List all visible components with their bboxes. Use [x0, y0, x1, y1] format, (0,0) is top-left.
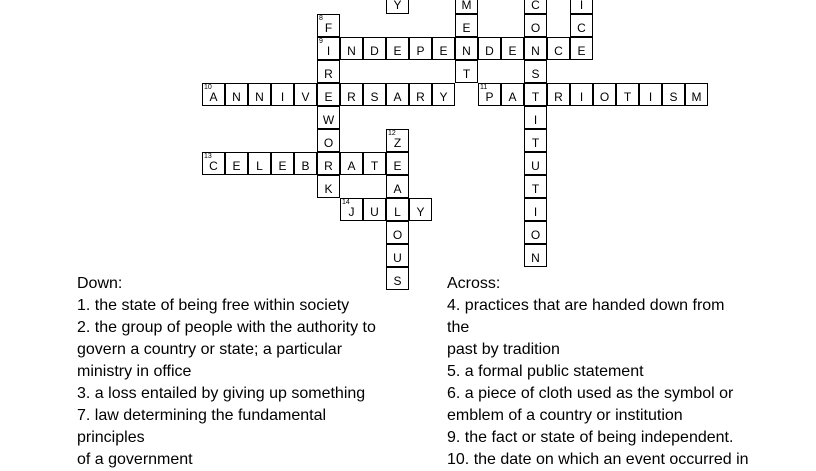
grid-cell [202, 83, 225, 106]
grid-cell [432, 37, 455, 60]
cell-letter: I [326, 44, 331, 58]
across-clues [447, 273, 812, 471]
grid-cell [386, 37, 409, 60]
cell-letter: O [392, 228, 403, 242]
grid-cell [386, 152, 409, 175]
cell-letter: T [462, 67, 471, 81]
grid-cell [524, 152, 547, 175]
cell-letter: T [531, 90, 540, 104]
grid-cell [455, 60, 478, 83]
cell-letter: T [623, 90, 632, 104]
grid-cell [317, 83, 340, 106]
grid-cell [501, 83, 524, 106]
clue-line: 9. the fact or state of being independent. [447, 429, 734, 446]
cell-letter: O [530, 21, 541, 35]
grid-cell [317, 14, 340, 37]
cell-letter: C [577, 21, 586, 35]
grid-cell [455, 37, 478, 60]
cell-letter: W [322, 113, 335, 127]
grid-cell [524, 129, 547, 152]
grid-cell [524, 60, 547, 83]
grid-cell [570, 37, 593, 60]
clue-line: 7. law determining the fundamental [77, 407, 327, 424]
cell-letter: L [394, 205, 401, 219]
grid-cell [547, 37, 570, 60]
cell-letter: R [416, 90, 425, 104]
grid-cell [662, 83, 685, 106]
cell-letter: U [370, 205, 379, 219]
cell-letter: T [370, 159, 379, 173]
grid-cell [524, 0, 547, 14]
grid-cell [363, 198, 386, 221]
grid-cell [570, 0, 593, 14]
grid-cell [524, 37, 547, 60]
cell-letter: I [648, 90, 653, 104]
grid-cell [317, 60, 340, 83]
cell-letter: R [347, 90, 356, 104]
cell-letter: U [531, 159, 540, 173]
cell-letter: I [280, 90, 285, 104]
cell-letter: C [554, 44, 563, 58]
grid-cell [317, 37, 340, 60]
cell-letter: K [324, 182, 333, 196]
cell-letter: T [531, 182, 540, 196]
across-heading: Across: [447, 275, 501, 292]
cell-letter: M [691, 90, 702, 104]
cell-letter: E [393, 44, 402, 58]
cell-letter: R [554, 90, 563, 104]
cell-letter: I [579, 90, 584, 104]
grid-cell [386, 129, 409, 152]
cell-letter: E [439, 44, 448, 58]
clue-line: 5. a formal public statement [447, 363, 644, 380]
clue-line: ministry in office [77, 363, 192, 380]
cell-letter: S [370, 90, 379, 104]
cell-letter: F [324, 21, 333, 35]
cell-letter: A [393, 182, 402, 196]
cell-letter: O [530, 228, 541, 242]
clue-line: of a government [77, 451, 193, 468]
cell-letter: N [255, 90, 264, 104]
clue-line: 4. practices that are handed down from [447, 297, 725, 314]
grid-cell [524, 198, 547, 221]
cell-letter: C [209, 159, 218, 173]
cell-letter: P [485, 90, 494, 104]
grid-cell [271, 83, 294, 106]
cell-letter: A [508, 90, 517, 104]
cell-letter: U [393, 251, 402, 265]
cell-letter: E [393, 159, 402, 173]
cell-letter: N [531, 44, 540, 58]
grid-cell [547, 83, 570, 106]
grid-cell [340, 83, 363, 106]
grid-cell [455, 14, 478, 37]
grid-cell [501, 37, 524, 60]
cell-letter: R [324, 159, 333, 173]
cell-letter: J [348, 205, 355, 219]
grid-cell [432, 83, 455, 106]
clue-line: principles [77, 429, 145, 446]
cell-number: 11 [480, 84, 488, 91]
clue-line: the [447, 319, 470, 336]
grid-cell [340, 198, 363, 221]
cell-letter: T [531, 136, 540, 150]
grid-cell [340, 37, 363, 60]
cell-letter: N [462, 44, 471, 58]
grid-cell [593, 83, 616, 106]
grid-cell [478, 83, 501, 106]
cell-letter: O [323, 136, 334, 150]
clue-line: past by tradition [447, 341, 560, 358]
cell-letter: E [577, 44, 586, 58]
grid-cell [225, 152, 248, 175]
cell-letter: Y [416, 205, 425, 219]
cell-number: 13 [204, 153, 212, 160]
cell-letter: Z [393, 136, 402, 150]
cell-letter: S [669, 90, 678, 104]
grid-cell [340, 152, 363, 175]
grid-cell [524, 175, 547, 198]
grid-cell [409, 37, 432, 60]
cell-letter: L [256, 159, 263, 173]
cell-letter: N [232, 90, 241, 104]
grid-cell [455, 0, 478, 14]
grid-cell [248, 83, 271, 106]
grid-cell [225, 83, 248, 106]
grid-cell [386, 221, 409, 244]
cell-number: 12 [388, 130, 396, 137]
grid-cell [363, 152, 386, 175]
grid-cell [524, 83, 547, 106]
down-clues [77, 273, 437, 471]
grid-cell [685, 83, 708, 106]
down-heading: Down: [77, 275, 123, 292]
grid-cell [271, 152, 294, 175]
grid-cell [363, 83, 386, 106]
cell-letter: O [599, 90, 610, 104]
cell-letter: E [508, 44, 517, 58]
grid-cell [317, 129, 340, 152]
grid-cell [409, 198, 432, 221]
cell-letter: S [531, 67, 540, 81]
cell-number: 9 [319, 38, 323, 45]
grid-cell [317, 175, 340, 198]
clue-line: emblem of a country or institution [447, 407, 683, 424]
grid-cell [248, 152, 271, 175]
cell-letter: Y [439, 90, 448, 104]
cell-number: 14 [342, 199, 350, 206]
clue-line: 2. the group of people with the authority to [77, 319, 376, 336]
grid-cell [386, 83, 409, 106]
cell-letter: E [232, 159, 241, 173]
cell-letter: E [462, 21, 471, 35]
grid-cell [639, 83, 662, 106]
cell-letter: R [324, 67, 333, 81]
grid-cell [386, 0, 409, 14]
grid-cell [317, 152, 340, 175]
cell-letter: A [347, 159, 356, 173]
grid-cell [294, 152, 317, 175]
grid-cell [386, 175, 409, 198]
cell-letter: I [533, 113, 538, 127]
grid-cell [294, 83, 317, 106]
cell-letter: P [416, 44, 425, 58]
grid-cell [616, 83, 639, 106]
clue-line: 3. a loss entailed by giving up something [77, 385, 366, 402]
grid-cell [409, 83, 432, 106]
clue-line: 1. the state of being free within society [77, 297, 350, 314]
cell-number: 8 [319, 15, 323, 22]
clue-line: govern a country or state; a particular [77, 341, 343, 358]
clue-line: 6. a piece of cloth used as the symbol or [447, 385, 734, 402]
cell-letter: C [531, 0, 540, 12]
grid-cell [202, 152, 225, 175]
cell-letter: N [347, 44, 356, 58]
grid-cell [363, 37, 386, 60]
grid-cell [570, 14, 593, 37]
cell-letter: S [393, 274, 402, 288]
cell-letter: A [209, 90, 218, 104]
cell-number: 10 [204, 84, 212, 91]
grid-cell [317, 106, 340, 129]
cell-letter: E [324, 90, 333, 104]
grid-cell [524, 106, 547, 129]
cell-letter: I [579, 0, 584, 12]
cell-letter: Y [393, 0, 402, 12]
cell-letter: D [370, 44, 379, 58]
grid-cell [524, 221, 547, 244]
clue-line: 10. the date on which an event occurred in [447, 451, 749, 468]
grid-cell [570, 83, 593, 106]
grid-cell [478, 37, 501, 60]
grid-cell [386, 244, 409, 267]
cell-letter: B [301, 159, 310, 173]
cell-letter: V [301, 90, 310, 104]
cell-letter: I [533, 205, 538, 219]
grid-cell [524, 14, 547, 37]
cell-letter: E [278, 159, 287, 173]
cell-letter: A [393, 90, 402, 104]
cell-letter: M [461, 0, 472, 12]
grid-cell [524, 244, 547, 267]
cell-letter: D [485, 44, 494, 58]
cell-letter: N [531, 251, 540, 265]
grid-cell [386, 198, 409, 221]
